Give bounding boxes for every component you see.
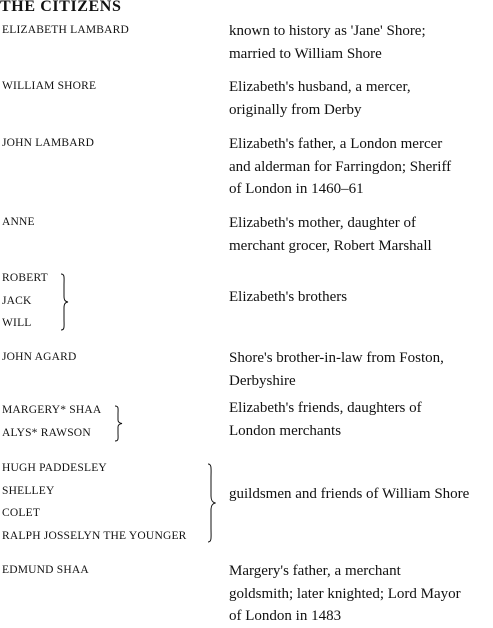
description-line: Elizabeth's husband, a mercer, <box>229 79 411 95</box>
character-names <box>2 350 77 365</box>
character-description <box>229 347 493 392</box>
description-line: merchant grocer, Robert Marshall <box>229 237 432 254</box>
description-line: originally from Derby <box>229 101 362 118</box>
right-brace-icon <box>207 463 216 543</box>
description-line: London merchants <box>229 422 342 439</box>
character-names <box>2 267 48 335</box>
character-name: WILL <box>2 317 32 329</box>
description-line: guildsmen and friends of William Shore <box>229 486 470 502</box>
character-names <box>2 136 94 151</box>
character-name: MARGERY* SHAA <box>2 404 102 416</box>
description-line: married to William Shore <box>229 45 382 62</box>
description-line: goldsmith; later knighted; Lord Mayor <box>229 585 461 602</box>
character-names <box>2 23 129 38</box>
character-name: RALPH JOSSELYN THE YOUNGER <box>2 529 187 542</box>
right-brace-icon <box>114 405 123 442</box>
description-line: Margery's father, a merchant <box>229 563 401 579</box>
description-line: known to history as 'Jane' Shore; <box>229 23 426 39</box>
character-description <box>229 20 493 65</box>
right-brace-icon <box>60 273 69 331</box>
character-name: JOHN LAMBARD <box>2 137 95 149</box>
description-line: Elizabeth's friends, daughters of <box>229 400 422 416</box>
description-line: Shore's brother-in-law from Foston, <box>229 350 444 366</box>
character-description <box>229 483 493 506</box>
page-title: THE CITIZENS <box>0 0 122 15</box>
description-line: Elizabeth's brothers <box>229 289 348 305</box>
character-description <box>229 76 493 121</box>
description-line: Elizabeth's father, a London mercer <box>229 136 443 152</box>
description-line: of London in 1483 <box>229 608 342 624</box>
character-description <box>229 286 493 309</box>
character-name: JOHN AGARD <box>2 351 77 363</box>
character-name: ROBERT <box>2 272 48 284</box>
character-name: COLET <box>2 507 41 519</box>
character-names <box>2 399 101 444</box>
description-line: Elizabeth's mother, daughter of <box>229 215 417 231</box>
description-line: Derbyshire <box>229 372 296 389</box>
character-name: ANNE <box>2 216 35 228</box>
character-name: HUGH PADDESLEY <box>2 462 107 474</box>
character-name: ALYS* RAWSON <box>2 426 91 439</box>
character-description <box>229 560 493 628</box>
character-name: SHELLEY <box>2 484 55 497</box>
character-names <box>2 563 89 578</box>
character-names <box>2 79 96 94</box>
character-description <box>229 133 493 201</box>
character-name: EDMUND SHAA <box>2 564 89 576</box>
character-names <box>2 215 35 230</box>
character-name: JACK <box>2 294 32 307</box>
character-description <box>229 212 493 257</box>
description-line: of London in 1460–61 <box>229 181 364 197</box>
character-name: WILLIAM SHORE <box>2 80 97 92</box>
character-name: ELIZABETH LAMBARD <box>2 24 130 36</box>
description-line: and alderman for Farringdon; Sheriff <box>229 158 452 175</box>
character-description <box>229 397 493 442</box>
character-names <box>2 457 187 547</box>
